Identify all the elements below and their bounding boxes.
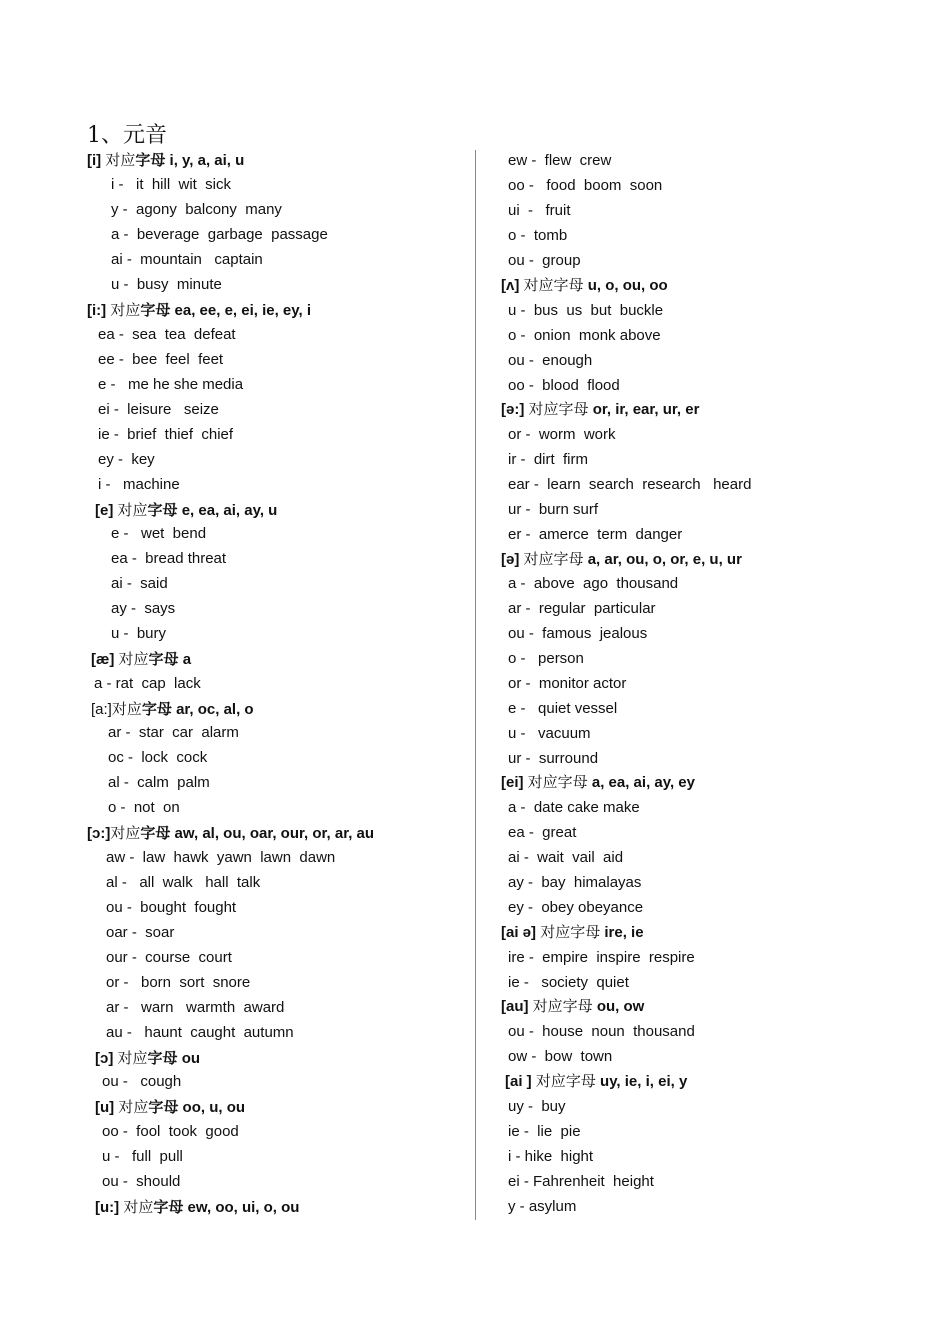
example-words: ou - famous jealous [508,625,648,642]
heading-label: 对应 [110,302,141,319]
heading-label: 对应 [123,1199,154,1216]
example-words: er - amerce term danger [508,526,683,543]
example-words: ay - says [111,600,176,617]
letter-combinations: ire, ie [604,924,644,941]
letter-combinations: i, y, a, ai, u [169,152,245,169]
heading-label: 对应 [110,825,141,842]
letter-combinations: ew, oo, ui, o, ou [187,1199,300,1216]
phonetic-symbol: [ə] [501,551,520,568]
heading-label: 对应字母 [523,277,584,294]
example-words: al - calm palm [108,774,210,791]
example-words: al - all walk hall talk [106,874,261,891]
phonetic-symbol: [ə:] [501,401,525,418]
example-words: ou - bought fought [106,899,237,916]
example-words: o - onion monk above [508,327,661,344]
phonetic-symbol: [au] [501,998,529,1015]
example-words: u - bus us but buckle [508,302,664,319]
example-words: e - quiet vessel [508,700,618,717]
example-words: or - monitor actor [508,675,627,692]
example-words: u - bury [111,625,167,642]
example-words: e - me he she media [98,376,244,393]
vowel-heading [501,923,644,943]
heading-label: 对应字母 [532,998,593,1015]
example-words: ai - wait vail aid [508,849,624,866]
example-words: ir - dirt firm [508,451,588,468]
letter-combinations: u, o, ou, oo [587,277,668,294]
heading-label-bold: 字母 [148,1099,179,1116]
example-words: ea - great [508,824,577,841]
example-words: au - haunt caught autumn [106,1024,294,1041]
example-words: ire - empire inspire respire [508,949,695,966]
example-words: or - born sort snore [106,974,251,991]
phonetic-symbol: [ai ə] [501,924,537,941]
example-words: ai - mountain captain [111,251,263,268]
vowel-heading [501,400,699,420]
page-title: 1、元音 [87,123,167,148]
example-words: i - it hill wit sick [111,176,232,193]
example-words: e - wet bend [111,525,207,542]
heading-label: 对应 [118,1099,149,1116]
example-words: a - above ago thousand [508,575,679,592]
example-words: ea - sea tea defeat [98,326,236,343]
example-words: oc - lock cock [108,749,208,766]
phonetic-symbol: [ɔ:] [87,825,111,842]
example-words: ear - learn search research heard [508,476,752,493]
example-words: a - beverage garbage passage [111,226,328,243]
example-words: y - agony balcony many [111,201,282,218]
example-words: ee - bee feel feet [98,351,224,368]
letter-combinations: oo, u, ou [182,1099,246,1116]
example-words: ie - society quiet [508,974,629,991]
example-words: ur - burn surf [508,501,599,518]
example-words: uy - buy [508,1098,566,1115]
heading-label-bold: 字母 [140,825,171,842]
example-words: ou - should [102,1173,181,1190]
heading-label-bold: 字母 [147,1050,178,1067]
phonetic-symbol: [ai ] [505,1073,532,1090]
letter-combinations: ar, oc, al, o [176,701,254,718]
example-words: ei - Fahrenheit height [508,1173,654,1190]
example-words: our - course court [106,949,232,966]
example-words: ey - obey obeyance [508,899,644,916]
heading-label: 对应字母 [523,551,584,568]
letter-combinations: uy, ie, i, ei, y [600,1073,688,1090]
example-words: ai - said [111,575,168,592]
letter-combinations: or, ir, ear, ur, er [592,401,700,418]
example-words: ou - house noun thousand [508,1023,695,1040]
example-words: ow - bow town [508,1048,613,1065]
example-words: ou - cough [102,1073,182,1090]
phonetic-symbol: [e] [95,502,114,519]
phonetic-symbol: [u] [95,1099,115,1116]
example-words: ay - bay himalayas [508,874,642,891]
heading-label: 对应 [105,152,136,169]
heading-label: 对应 [118,651,149,668]
example-words: oo - food boom soon [508,177,663,194]
vowel-heading [505,1072,687,1092]
heading-label: 对应字母 [535,1073,596,1090]
example-words: ew - flew crew [508,152,612,169]
heading-label-bold: 字母 [135,152,166,169]
example-words: oo - blood flood [508,377,620,394]
example-words: ou - enough [508,352,593,369]
heading-label: 对应字母 [527,774,588,791]
example-words: ar - warn warmth award [106,999,285,1016]
example-words: oo - fool took good [102,1123,239,1140]
phonetic-symbol: [ʌ] [501,277,520,294]
heading-label: 对应 [111,701,142,718]
example-words: oar - soar [106,924,175,941]
vowel-heading [501,550,742,570]
letter-combinations: ea, ee, e, ei, ie, ey, i [174,302,312,319]
example-words: ar - regular particular [508,600,656,617]
vowel-heading [501,997,644,1017]
example-words: u - full pull [102,1148,183,1165]
letter-combinations: a, ea, ai, ay, ey [591,774,695,791]
phonetic-symbol: [æ] [91,651,115,668]
heading-label-bold: 字母 [140,302,171,319]
example-words: o - person [508,650,584,667]
example-words: ie - lie pie [508,1123,581,1140]
example-words: ey - key [98,451,155,468]
heading-label: 对应字母 [540,924,601,941]
heading-label: 对应 [117,502,148,519]
example-words: aw - law hawk yawn lawn dawn [106,849,336,866]
letter-combinations: ou [181,1050,201,1067]
example-words: o - not on [108,799,180,816]
example-words: i - machine [98,476,180,493]
heading-label-bold: 字母 [153,1199,184,1216]
example-words: o - tomb [508,227,568,244]
example-words: ar - star car alarm [108,724,239,741]
example-words: ou - group [508,252,581,269]
vowel-heading [501,773,695,793]
example-words: ui - fruit [508,202,571,219]
example-words: a - date cake make [508,799,640,816]
example-words: ur - surround [508,750,599,767]
phonetic-symbol: [u:] [95,1199,120,1216]
example-words: ea - bread threat [111,550,227,567]
vowel-heading [501,276,668,296]
heading-label: 对应字母 [528,401,589,418]
heading-label-bold: 字母 [141,701,172,718]
letter-combinations: a [182,651,192,668]
heading-label-bold: 字母 [147,502,178,519]
phonetic-symbol: [a:] [91,701,112,718]
heading-label-bold: 字母 [148,651,179,668]
example-words: u - vacuum [508,725,591,742]
heading-label: 对应 [117,1050,148,1067]
phonetic-symbol: [ɔ] [95,1050,114,1067]
example-words: or - worm work [508,426,616,443]
phonetic-symbol: [i:] [87,302,107,319]
example-words: u - busy minute [111,276,222,293]
phonetic-symbol: [ei] [501,774,524,791]
letter-combinations: a, ar, ou, o, or, e, u, ur [587,551,742,568]
letter-combinations: ou, ow [596,998,645,1015]
example-words: ei - leisure seize [98,401,219,418]
letter-combinations: aw, al, ou, oar, our, or, ar, au [174,825,375,842]
letter-combinations: e, ea, ai, ay, u [181,502,278,519]
example-words: i - hike hight [508,1148,594,1165]
example-words: y - asylum [508,1198,577,1215]
phonetic-symbol: [i] [87,152,102,169]
example-words: ie - brief thief chief [98,426,234,443]
example-words: a - rat cap lack [94,675,201,692]
